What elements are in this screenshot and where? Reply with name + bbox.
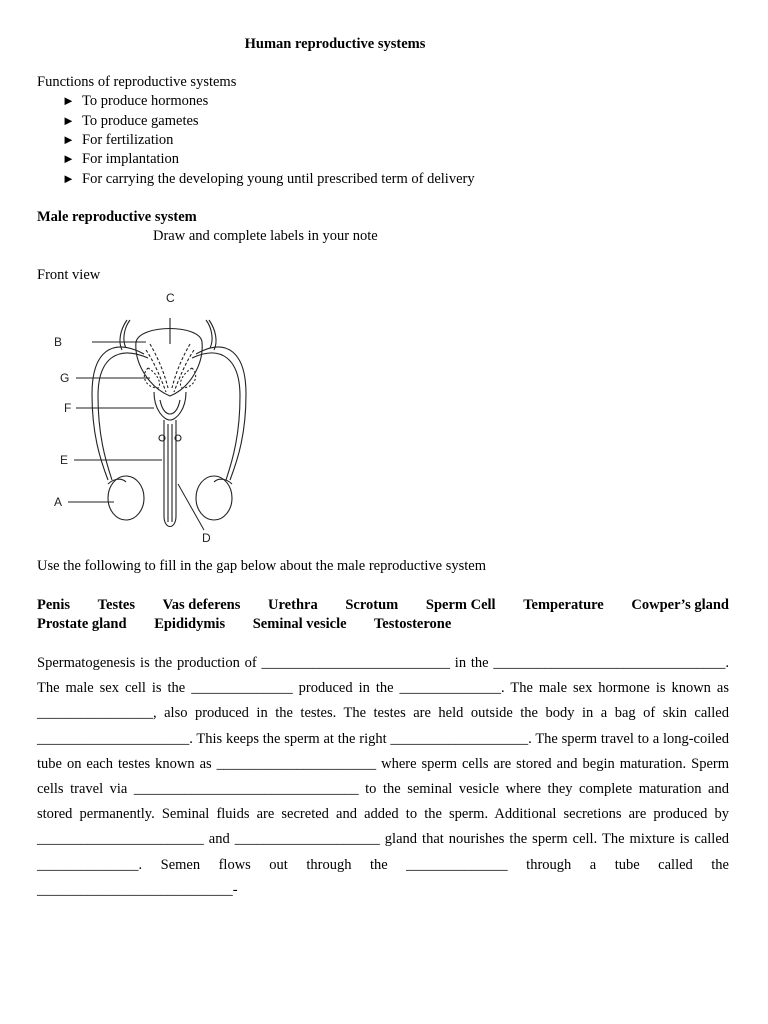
- list-item-text: To produce gametes: [82, 113, 199, 129]
- word-bank-item: Testosterone: [373, 616, 452, 632]
- word-bank-item: Urethra: [268, 597, 318, 613]
- page-title: Human reproductive systems: [244, 36, 426, 52]
- functions-heading: Functions of reproductive systems: [37, 74, 237, 90]
- list-item-text: For fertilization: [82, 132, 174, 148]
- word-bank-item: Prostate gland: [37, 616, 127, 632]
- diagram-label-g: G: [60, 371, 70, 385]
- word-bank-item: Seminal vesicle: [252, 616, 347, 632]
- list-item: [62, 171, 475, 188]
- diagram-label-d: D: [202, 531, 211, 545]
- list-item: [62, 132, 173, 149]
- word-bank-item: Epididymis: [154, 616, 226, 632]
- arrow-bullet-icon: ►: [62, 93, 75, 108]
- word-bank-item: Temperature: [523, 597, 604, 613]
- list-item: [62, 113, 199, 130]
- list-item-text: For carrying the developing young until prescribed term of delivery: [82, 171, 475, 187]
- male-system-heading: Male reproductive system: [37, 209, 197, 225]
- male-reproductive-diagram: [50, 284, 270, 546]
- diagram-label-e: E: [60, 453, 69, 467]
- fill-instruction: Use the following to fill in the gap below about the male reproductive system: [37, 558, 486, 574]
- front-view-label: Front view: [37, 267, 101, 283]
- list-item-text: To produce hormones: [82, 93, 209, 109]
- word-bank-item: Scrotum: [345, 597, 399, 613]
- word-bank-item: Sperm Cell: [425, 597, 496, 613]
- list-item: [62, 93, 208, 110]
- diagram-label-b: B: [54, 335, 63, 349]
- list-item: [62, 151, 179, 168]
- arrow-bullet-icon: ►: [62, 113, 75, 128]
- word-bank-item: Vas deferens: [162, 597, 241, 613]
- arrow-bullet-icon: ►: [62, 151, 75, 166]
- word-bank-item: Testes: [97, 597, 135, 613]
- word-bank-item: Penis: [37, 597, 71, 613]
- fill-in-paragraph: Spermatogenesis is the production of __________________________ in the ________________________________. The male sex cell is the ______________ produced in the ______________. The male sex hormone is known as ________________, also produced in the testes. The testes are held outside the body in a bag of skin called _____________________. This keeps the sperm at the right ___________________. The sperm travel to a long-coiled tube on each testes known as ______________________ where sperm cells are stored and begin maturation. Sperm cells travel via _______________________________ to the seminal vesicle where they complete maturation and stored permanently. Seminal fluids are secreted and added to the sperm. Additional secretions are produced by _______________________ and ____________________ gland that nourishes the sperm cell. The mixture is called ______________. Semen flows out through the ______________ through a tube called the ___________________________-: [37, 655, 729, 898]
- arrow-bullet-icon: ►: [62, 132, 75, 147]
- diagram-label-f: F: [64, 401, 72, 415]
- arrow-bullet-icon: ►: [62, 171, 75, 186]
- word-bank-row-1: [37, 597, 729, 614]
- word-bank-item: Cowper’s gland: [631, 597, 729, 613]
- list-item-text: For implantation: [82, 151, 180, 167]
- diagram-label-c: C: [166, 291, 175, 305]
- draw-instruction: Draw and complete labels in your note: [153, 228, 378, 244]
- word-bank-row-2: [37, 616, 475, 633]
- diagram-label-a: A: [54, 495, 63, 509]
